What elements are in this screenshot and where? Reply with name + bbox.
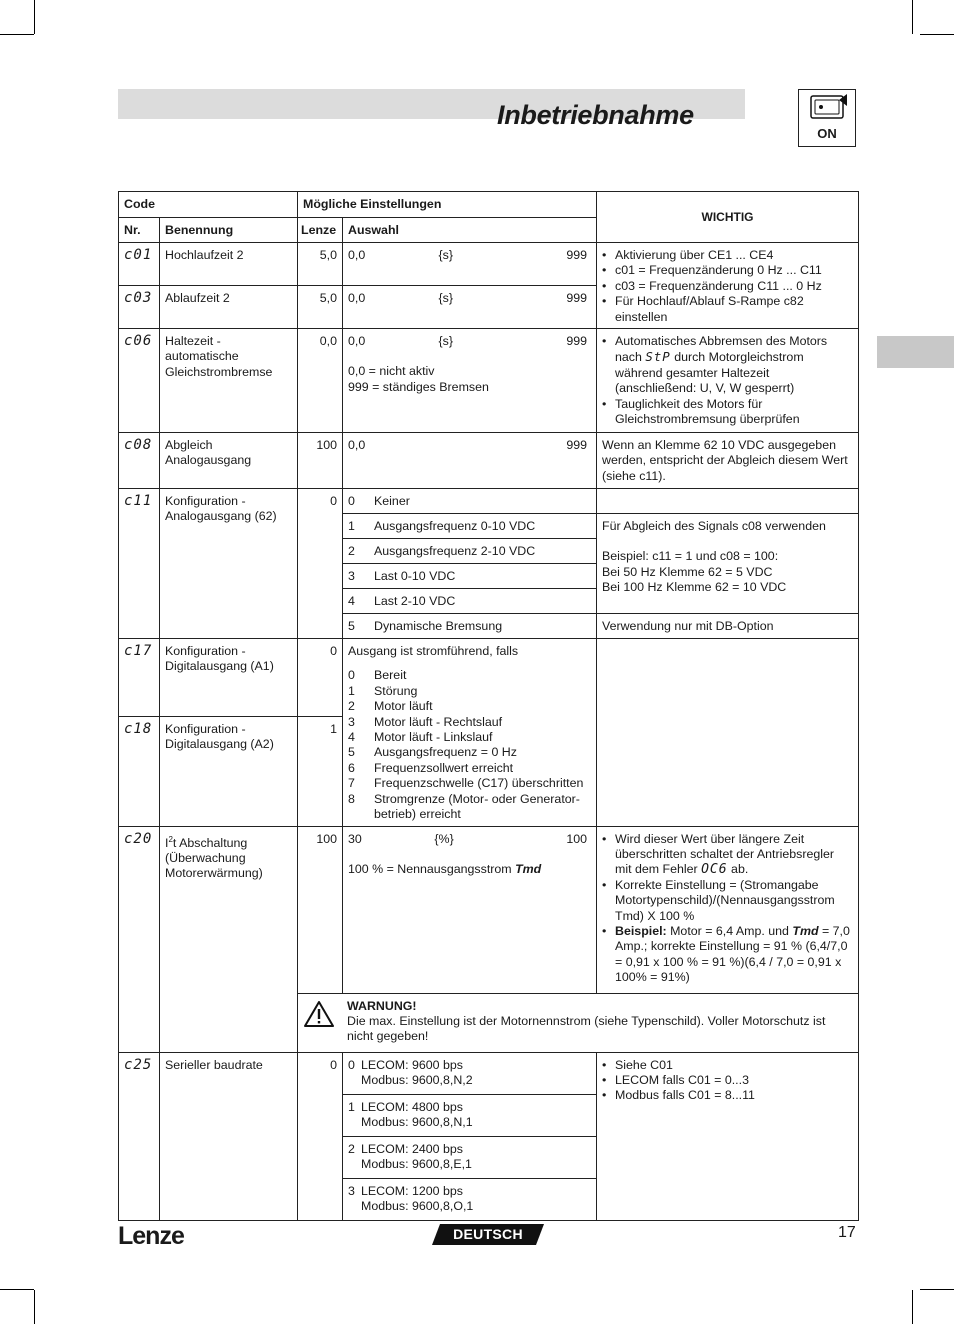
note-emphasis: Tmd xyxy=(792,923,819,938)
header-selection: Auswahl xyxy=(343,218,597,243)
page-number: 17 xyxy=(838,1224,856,1241)
lenze-c25: 0 xyxy=(298,1052,343,1220)
note-text: Wird dieser Wert über längere Zeit überschritten schaltet der Antriebsregler mit dem Fehler xyxy=(615,831,835,877)
table-row xyxy=(119,433,859,489)
list-item: • Korrekte Einstellung = (Stromangabe Motortypenschild)/(Nennausgangsstrom Tmd) X 100 % xyxy=(602,878,853,924)
option-text: Ausgangsfrequenz 2-10 VDC xyxy=(374,544,536,559)
note: Bei 100 Hz Klemme 62 = 10 VDC xyxy=(602,580,787,595)
option-number: 7 xyxy=(348,776,355,791)
header-settings: Mögliche Einstellungen xyxy=(298,192,597,218)
name-c01: Hochlaufzeit 2 xyxy=(160,243,298,286)
note-text: durch Motorgleichstrom während gesamter Haltezeit (anschließend: U, V, W gesperrt) xyxy=(615,350,804,396)
notes-c25 xyxy=(602,1058,853,1104)
crop-mark xyxy=(34,1290,35,1324)
name-c25: Serieller baudrate xyxy=(160,1052,298,1220)
language-label: DEUTSCH xyxy=(453,1226,523,1242)
list-item: • c03 = Frequenzänderung C11 ... 0 Hz xyxy=(602,279,853,294)
switch-icon xyxy=(799,90,855,130)
warning-icon xyxy=(303,999,335,1029)
intro: Ausgang ist stromführend, falls xyxy=(348,644,519,659)
display-code: StP xyxy=(645,349,671,365)
option-text: Störung xyxy=(374,683,418,698)
option-number: 0 xyxy=(348,494,355,509)
lenze-c06: 0,0 xyxy=(298,329,343,433)
note-text: Motor = 6,4 Amp. und xyxy=(666,923,793,938)
table-row xyxy=(119,243,859,286)
page-title: Inbetriebnahme xyxy=(497,100,694,130)
option-text: Last 0-10 VDC xyxy=(374,569,456,584)
option-number: 5 xyxy=(348,745,355,760)
header-code: Code xyxy=(119,192,298,218)
lenze-c17: 0 xyxy=(298,639,343,717)
list-item: • Siehe C01 xyxy=(602,1058,853,1073)
list-item: • c01 = Frequenzänderung 0 Hz ... C11 xyxy=(602,263,853,278)
on-label: ON xyxy=(817,126,837,141)
note: Verwendung nur mit DB-Option xyxy=(597,614,859,639)
option-number: 3 xyxy=(348,569,355,584)
display-code: OC6 xyxy=(701,862,728,878)
min-value: 0,0 xyxy=(348,438,366,453)
option-number: 0 xyxy=(348,668,355,683)
note: Für Abgleich des Signals c08 verwenden xyxy=(602,519,826,534)
code-c20: c20 xyxy=(124,830,153,847)
note: 999 = ständiges Bremsen xyxy=(348,379,489,394)
list-item xyxy=(602,334,853,397)
option-number: 5 xyxy=(348,619,355,634)
max-value: 999 xyxy=(566,438,588,453)
notes-c20 xyxy=(602,832,853,986)
max-value: 999 xyxy=(566,248,588,262)
side-tab xyxy=(877,336,954,368)
warning-text: Die max. Einstellung ist der Motornennstrom (siehe Typenschild). Voller Motorschutz ist nicht gegeben! xyxy=(347,1013,826,1044)
language-badge xyxy=(432,1224,544,1245)
list-item xyxy=(602,924,853,986)
note: Beispiel: c11 = 1 und c08 = 100: xyxy=(602,549,779,564)
name-text: I xyxy=(165,835,169,850)
option-text: Frequenzsollwert erreicht xyxy=(374,760,514,775)
table-row xyxy=(119,489,859,514)
max-value: 999 xyxy=(566,334,588,349)
unit: {s} xyxy=(438,248,454,262)
crop-mark xyxy=(920,1289,954,1290)
option-text: LECOM: 4800 bps xyxy=(361,1099,463,1114)
option-text: Modbus: 9600,8,N,1 xyxy=(361,1114,473,1129)
option-text: Dynamische Bremsung xyxy=(374,619,503,634)
lenze-logo: Lenze xyxy=(118,1222,184,1250)
code-c11: c11 xyxy=(124,493,153,510)
crop-mark xyxy=(34,0,35,34)
option-number: 0 xyxy=(348,1057,355,1072)
lenze-c20: 100 xyxy=(298,826,343,993)
lenze-c01: 5,0 xyxy=(298,243,343,286)
lenze-c03: 5,0 xyxy=(298,286,343,329)
option-number: 4 xyxy=(348,594,355,609)
code-c18: c18 xyxy=(124,720,153,737)
name-c03: Ablaufzeit 2 xyxy=(160,286,298,329)
code-c01: c01 xyxy=(124,247,153,263)
option-text: Ausgangsfrequenz 0-10 VDC xyxy=(374,519,536,534)
code-c06: c06 xyxy=(124,333,153,350)
name-c06: Haltezeit - automatische Gleichstrombremse xyxy=(160,329,298,433)
table-row xyxy=(119,639,859,717)
table-row xyxy=(119,826,859,993)
note-emphasis: Tmd xyxy=(515,861,542,876)
list-item: • Für Hochlauf/Ablauf S-Rampe c82 einstellen xyxy=(602,294,853,325)
list-item: • Tauglichkeit des Motors für Gleichstrombremsung überprüfen xyxy=(602,397,853,428)
name-c20 xyxy=(160,826,298,1052)
option-text: Keiner xyxy=(374,494,410,509)
crop-mark xyxy=(920,34,954,35)
note: Bei 50 Hz Klemme 62 = 5 VDC xyxy=(602,564,773,579)
lenze-c18: 1 xyxy=(298,716,343,826)
option-number: 3 xyxy=(348,1183,355,1198)
warning-title: WARNUNG! xyxy=(347,998,417,1013)
header-nr: Nr. xyxy=(119,218,160,243)
crop-mark xyxy=(912,0,913,34)
notes-c06 xyxy=(602,334,853,427)
option-text: LECOM: 9600 bps xyxy=(361,1057,463,1072)
option-text: Motor läuft - Linkslauf xyxy=(374,730,493,745)
note-text: 100 % = Nennausgangsstrom xyxy=(348,861,516,876)
note-bold: Beispiel: xyxy=(615,923,667,938)
name-c17: Konfiguration - Digitalausgang (A1) xyxy=(160,639,298,717)
on-switch-icon xyxy=(798,89,856,147)
option-number: 4 xyxy=(348,730,355,745)
unit: {s} xyxy=(438,334,454,349)
option-number: 1 xyxy=(348,683,355,698)
note: 0,0 = nicht aktiv xyxy=(348,364,435,379)
option-number: 1 xyxy=(348,519,355,534)
header-important: WICHTIG xyxy=(597,192,859,243)
option-text: Bereit xyxy=(374,668,407,683)
lenze-c11: 0 xyxy=(298,489,343,639)
note xyxy=(348,862,591,877)
max-value: 100 xyxy=(566,831,588,846)
option-text: Modbus: 9600,8,O,1 xyxy=(361,1198,474,1213)
option-number: 1 xyxy=(348,1099,355,1114)
crop-mark xyxy=(0,1289,34,1290)
option-number: 2 xyxy=(348,1141,355,1156)
option-text: LECOM: 2400 bps xyxy=(361,1141,463,1156)
min-value: 0,0 xyxy=(348,291,366,306)
name-c08: Abgleich Analogausgang xyxy=(160,433,298,489)
header-name: Benennung xyxy=(160,218,298,243)
option-text: Modbus: 9600,8,E,1 xyxy=(361,1156,472,1171)
table-row xyxy=(119,329,859,433)
option-number: 3 xyxy=(348,714,355,729)
code-c25: c25 xyxy=(124,1056,153,1073)
option-number: 2 xyxy=(348,699,355,714)
option-number: 2 xyxy=(348,544,355,559)
name-c18: Konfiguration - Digitalausgang (A2) xyxy=(160,716,298,826)
note-text: ab. xyxy=(731,862,749,877)
min-value: 0,0 xyxy=(348,248,366,262)
name-text: t Abschaltung (Überwachung Motorerwärmung) xyxy=(165,835,263,881)
table-row xyxy=(119,1052,859,1094)
option-text: Last 2-10 VDC xyxy=(374,594,456,609)
option-text: LECOM: 1200 bps xyxy=(361,1183,463,1198)
parameter-table xyxy=(118,191,859,1221)
list-item: • Aktivierung über CE1 ... CE4 xyxy=(602,248,853,263)
max-value: 999 xyxy=(566,291,588,306)
option-text: Stromgrenze (Motor- oder Generator-betrieb) erreicht xyxy=(374,791,580,822)
unit: {%} xyxy=(434,831,454,846)
option-text: Motor läuft - Rechtslauf xyxy=(374,714,503,729)
crop-mark xyxy=(0,34,34,35)
list-item: • Modbus falls C01 = 8...11 xyxy=(602,1088,853,1103)
header-lenze: Lenze xyxy=(298,218,343,243)
option-number: 6 xyxy=(348,760,355,775)
option-text: Ausgangsfrequenz = 0 Hz xyxy=(374,745,517,760)
unit: {s} xyxy=(438,291,454,306)
option-text: Motor läuft xyxy=(374,699,433,714)
superscript: 2 xyxy=(168,834,173,844)
code-c03: c03 xyxy=(124,290,153,307)
note-text: = 7,0 Amp.; korrekte Einstellung = 91 % (6,4/7,0 = 0,91 x 100 % = 91 %)(6,4 / 7,0 = 0,91 x 100% = 91%) xyxy=(615,923,850,985)
note-c08: Wenn an Klemme 62 10 VDC ausgegeben werden, entspricht der Abgleich diesem Wert (siehe c11). xyxy=(597,433,859,489)
min-value: 30 xyxy=(348,831,362,846)
option-number: 8 xyxy=(348,791,355,806)
min-value: 0,0 xyxy=(348,334,366,349)
list-item xyxy=(602,832,853,878)
crop-mark xyxy=(912,1290,913,1324)
code-c17: c17 xyxy=(124,643,153,660)
list-item: • LECOM falls C01 = 0...3 xyxy=(602,1073,853,1088)
notes-c01 xyxy=(602,248,853,325)
option-text: Modbus: 9600,8,N,2 xyxy=(361,1072,473,1087)
code-c08: c08 xyxy=(124,437,153,454)
note-text: Automatisches Abbremsen des Motors nach xyxy=(615,334,828,365)
lenze-c08: 100 xyxy=(298,433,343,489)
warning-box xyxy=(303,999,853,1045)
option-text: Frequenzschwelle (C17) überschritten xyxy=(374,776,584,791)
name-c11: Konfiguration - Analogausgang (62) xyxy=(160,489,298,639)
